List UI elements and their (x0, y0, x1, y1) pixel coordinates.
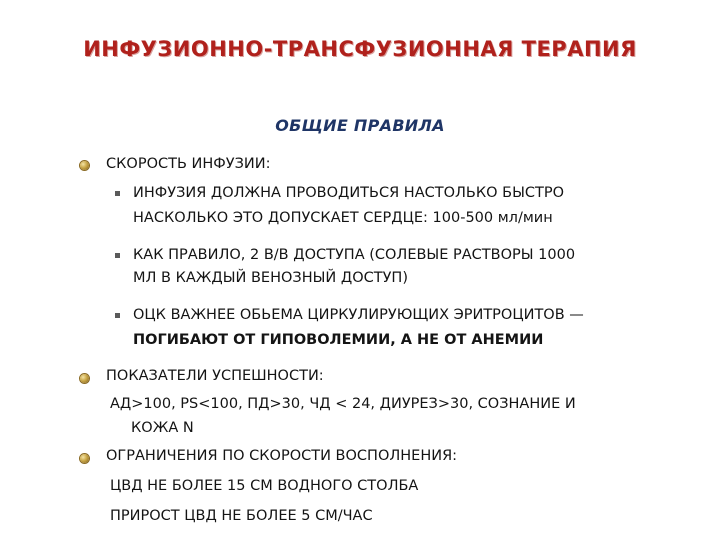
success-indicators-line-1: АД>100, PS<100, ПД>30, ЧД < 24, ДИУРЕЗ>30, СОЗНАНИЕ И (110, 396, 576, 412)
section-heading-rate-limitations: ОГРАНИЧЕНИЯ ПО СКОРОСТИ ВОСПОЛНЕНИЯ: (106, 448, 458, 464)
slide-subtitle: ОБЩИЕ ПРАВИЛА (275, 116, 445, 135)
infusion-speed-item-1-line-2: НАСКОЛЬКО ЭТО ДОПУСКАЕТ СЕРДЦЕ: 100-500 мл/мин (133, 210, 553, 226)
bullet-icon (80, 161, 89, 170)
square-bullet-icon (115, 253, 120, 258)
infusion-speed-item-2-line-1: КАК ПРАВИЛО, 2 В/В ДОСТУПА (СОЛЕВЫЕ РАСТВОРЫ 1000 (133, 247, 576, 263)
square-bullet-icon (115, 191, 120, 196)
success-indicators-line-2: КОЖА N (131, 420, 194, 436)
infusion-speed-item-1-line-1: ИНФУЗИЯ ДОЛЖНА ПРОВОДИТЬСЯ НАСТОЛЬКО БЫСТРО (133, 185, 565, 201)
bullet-icon (80, 454, 89, 463)
slide-title: ИНФУЗИОННО-ТРАНСФУЗИОННАЯ ТЕРАПИЯ (83, 37, 637, 61)
section-heading-success-indicators: ПОКАЗАТЕЛИ УСПЕШНОСТИ: (106, 368, 324, 384)
rate-limitations-line-2: ПРИРОСТ ЦВД НЕ БОЛЕЕ 5 СМ/ЧАС (110, 508, 373, 524)
bullet-icon (80, 374, 89, 383)
infusion-speed-item-3-line-1: ОЦК ВАЖНЕЕ ОБЬЕМА ЦИРКУЛИРУЮЩИХ ЭРИТРОЦИТОВ — (133, 307, 584, 323)
infusion-speed-item-3-line-2: ПОГИБАЮТ ОТ ГИПОВОЛЕМИИ, А НЕ ОТ АНЕМИИ (133, 332, 544, 348)
rate-limitations-line-1: ЦВД НЕ БОЛЕЕ 15 СМ ВОДНОГО СТОЛБА (110, 478, 419, 494)
square-bullet-icon (115, 313, 120, 318)
infusion-speed-item-2-line-2: МЛ В КАЖДЫЙ ВЕНОЗНЫЙ ДОСТУП) (133, 270, 408, 286)
section-heading-infusion-speed: СКОРОСТЬ ИНФУЗИИ: (106, 156, 271, 172)
